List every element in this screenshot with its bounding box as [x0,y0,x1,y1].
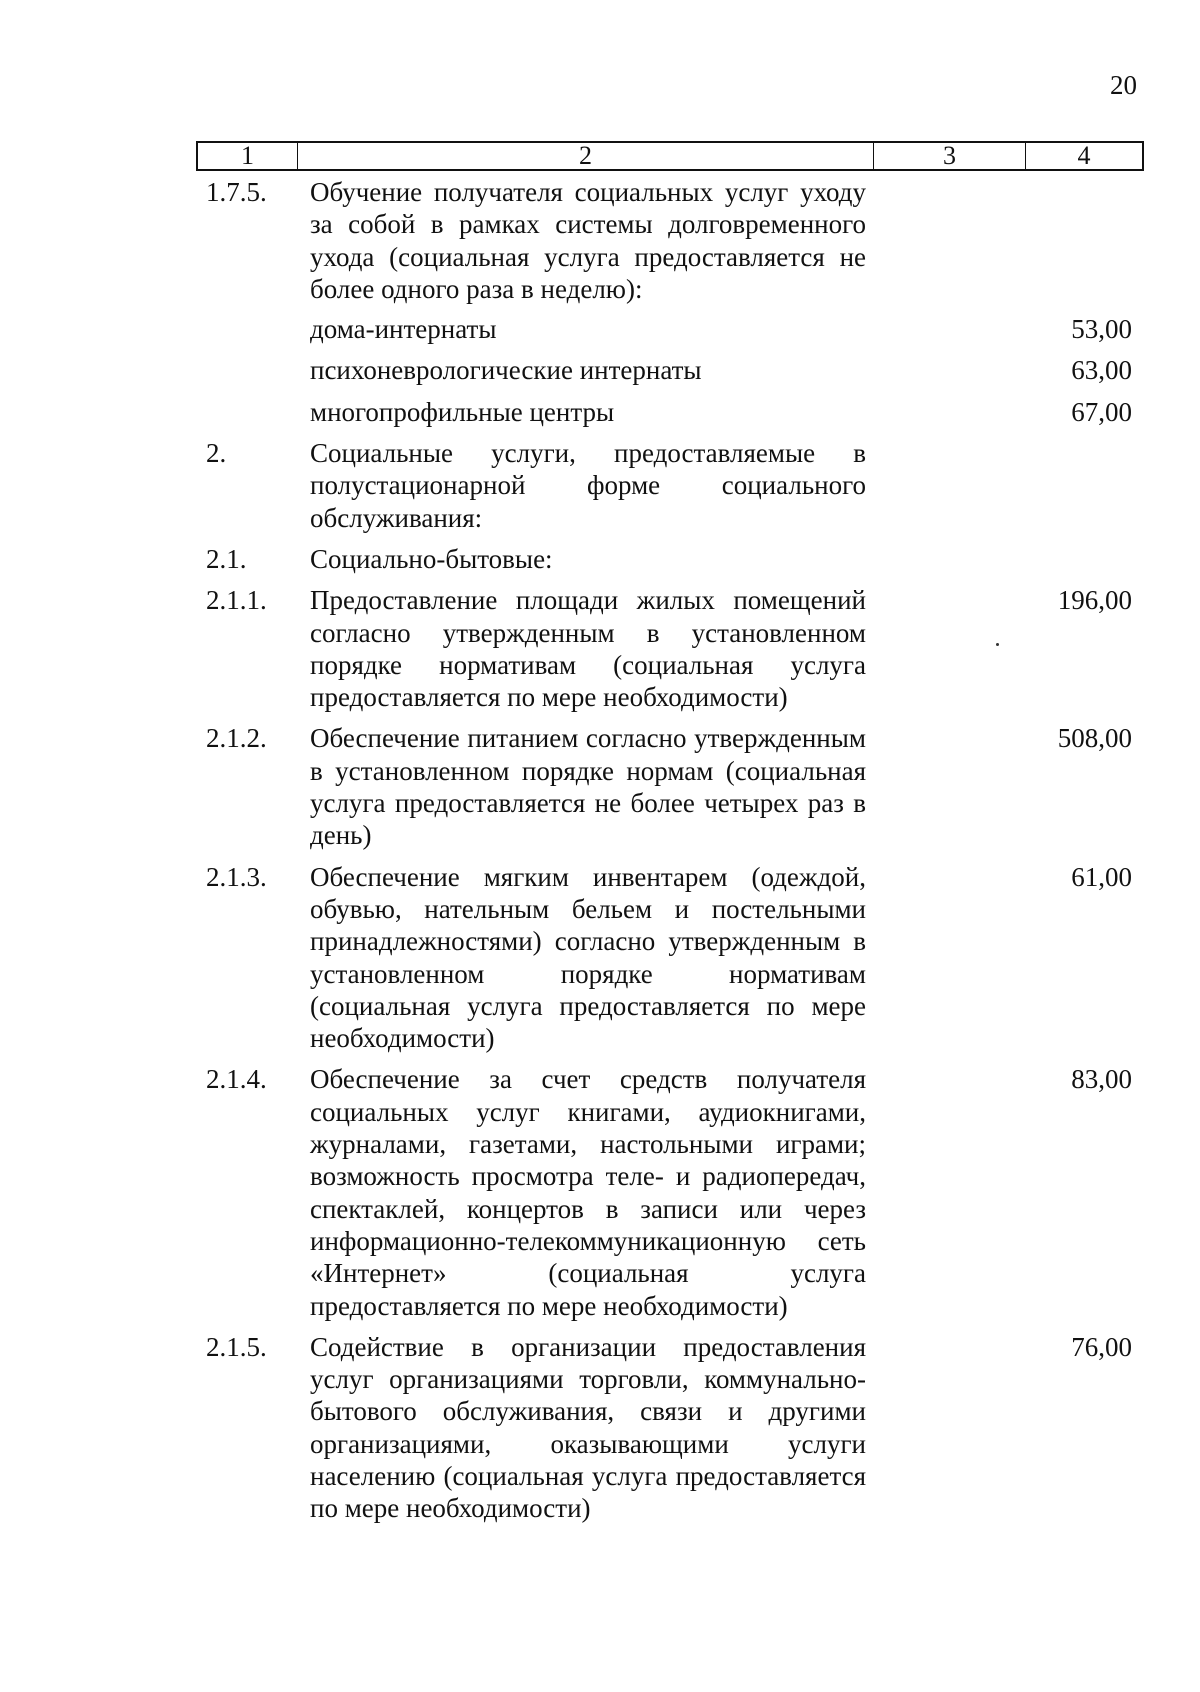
table-row [0,313,1200,345]
table-header [196,141,1144,171]
table-row [0,437,1200,534]
row-number: 2.1. [206,543,247,574]
row-description: Содействие в организации предоставления услуг организациями торговли, коммунально-бытового обслуживания, связи и другими организациями, оказывающими услуги населению (социальная услуга предоставляется по мере необходимости) [310,1331,866,1524]
row-number: 2.1.5. [206,1331,267,1362]
row-price: 76,00 [1071,1331,1132,1362]
row-price: 67,00 [1071,396,1132,427]
row-price: 63,00 [1071,355,1132,386]
row-number: 2.1.3. [206,861,267,892]
row-description: Социально-бытовые: [310,543,553,574]
table-row [0,354,1200,386]
header-col-1: 1 [198,143,298,169]
table-body [0,176,1200,1525]
row-description: Обеспечение за счет средств получателя социальных услуг книгами, аудиокнигами, журналами, газетами, настольными играми; возможность просмотра теле- и радиопередач, спектаклей, концертов в записи или через информационно-телекоммуникационную сеть «Интернет» (социальная услуга предоставляется по мере необходимости) [310,1064,866,1321]
row-number: 1.7.5. [206,177,267,207]
table-row [0,722,1200,851]
table-row [0,543,1200,575]
row-description: Обучение получателя социальных услуг уходу за собой в рамках системы долговременного ухода (социальная услуга предоставляется не более одного раза в неделю): [310,177,866,304]
row-description: психоневрологические интернаты [310,355,702,386]
row-number: 2.1.2. [206,723,267,754]
table-row [0,1331,1200,1525]
table-row [0,861,1200,1055]
table-row [0,176,1200,305]
row-number: 2.1.1. [206,585,267,616]
row-price: 83,00 [1071,1064,1132,1095]
row-description: многопрофильные центры [310,396,615,427]
header-col-2: 2 [298,143,874,169]
header-col-3: 3 [874,143,1026,169]
row-description: Обеспечение питанием согласно утвержденным в установленном порядке нормам (социальная услуга предоставляется не более четырех раз в день) [310,723,866,851]
row-price: 508,00 [1057,723,1132,754]
scan-speck [996,643,999,646]
row-description: Предоставление площади жилых помещений согласно утвержденным в установленном порядке нормативам (социальная услуга предоставляется по мере необходимости) [310,585,866,713]
header-col-4: 4 [1077,141,1091,170]
table-row [0,1063,1200,1321]
table-row [0,396,1200,428]
row-price: 196,00 [1057,585,1132,616]
row-price: 61,00 [1071,861,1132,892]
row-number: 2. [206,438,227,469]
row-number: 2.1.4. [206,1064,267,1095]
row-price: 53,00 [1071,314,1132,345]
page-number: 20 [1110,70,1137,100]
row-description: дома-интернаты [310,314,497,345]
row-description: Социальные услуги, предоставляемые в полустационарной форме социального обслуживания: [310,438,866,533]
table-row [0,584,1200,713]
row-description: Обеспечение мягким инвентарем (одеждой, обувью, нательным бельем и постельными принадлежностями) согласно утвержденным в установленном порядке нормативам (социальная услуга предоставляется по мере необходимости) [310,861,866,1054]
